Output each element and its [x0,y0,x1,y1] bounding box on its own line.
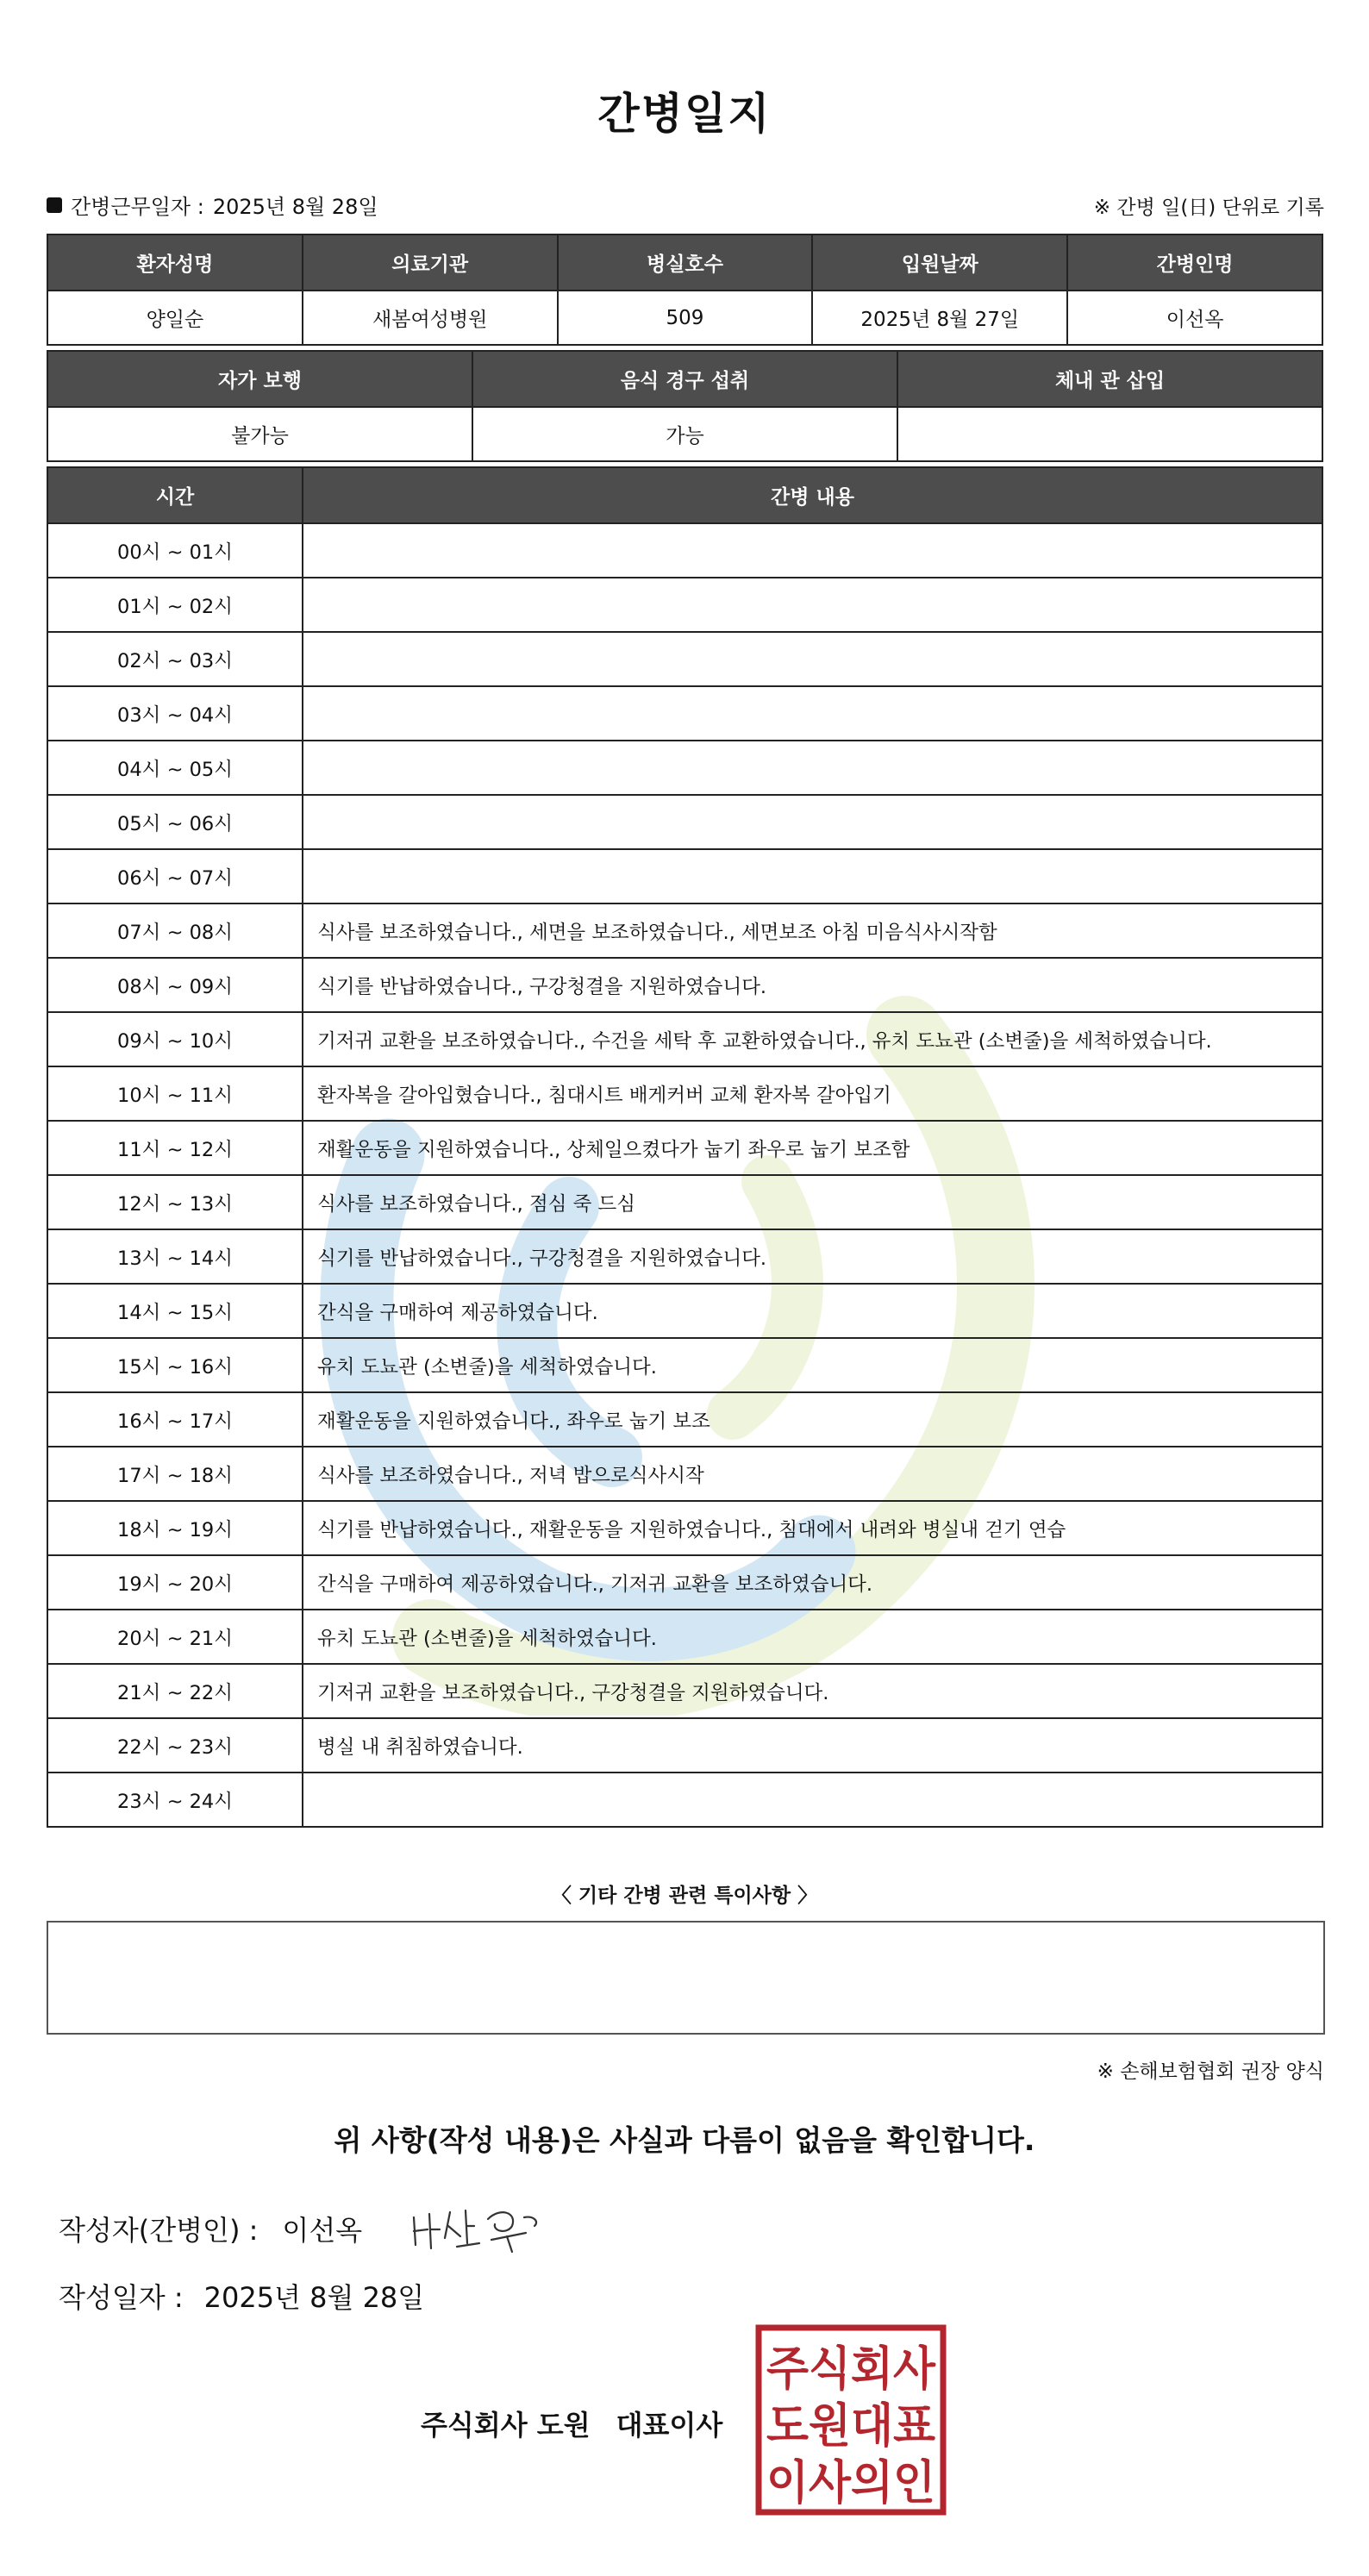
unit-note: ※ 간병 일(日) 단위로 기록 [1093,197,1324,219]
row-time: 09시 ~ 10시 [47,1012,303,1066]
header-oral-intake: 음식 경구 섭취 [472,351,897,407]
row-content: 식기를 반납하였습니다., 구강청결을 지원하였습니다. [303,1229,1322,1284]
row-time: 07시 ~ 08시 [47,903,303,958]
square-bullet-icon [47,197,62,213]
page-title: 간병일지 [597,89,772,139]
table-row [47,741,1322,795]
row-time: 18시 ~ 19시 [47,1501,303,1555]
table-row [47,1284,1322,1338]
table-row [47,1121,1322,1175]
header-time: 시간 [47,467,303,523]
work-date-value: 2025년 8월 28일 [212,195,378,219]
writer-name: 이선옥 [282,2214,363,2247]
oral-intake-value: 가능 [472,407,897,461]
row-time: 23시 ~ 24시 [47,1773,303,1827]
company-name: 주식회사 도원 [421,2409,591,2442]
writer-line [59,2209,362,2248]
row-time: 00시 ~ 01시 [47,523,303,578]
row-content [303,523,1322,578]
table-row [47,903,1322,958]
row-content: 식사를 보조하였습니다., 저녁 밥으로식사시작 [303,1447,1322,1501]
row-content: 식기를 반납하였습니다., 재활운동을 지원하였습니다., 침대에서 내려와 병실내 걷기 연습 [303,1501,1322,1555]
header-walking: 자가 보행 [47,351,472,407]
work-date [47,190,378,220]
written-date-value: 2025년 8월 28일 [203,2281,425,2314]
table-row [47,686,1322,741]
table-row [47,1012,1322,1066]
table-row [47,1175,1322,1229]
table-row [47,1610,1322,1664]
company-seal-stamp [753,2323,948,2517]
row-time: 05시 ~ 06시 [47,795,303,849]
row-content: 식기를 반납하였습니다., 구강청결을 지원하였습니다. [303,958,1322,1012]
row-time: 04시 ~ 05시 [47,741,303,795]
table-row [47,1066,1322,1121]
table-row [47,523,1322,578]
row-content: 식사를 보조하였습니다., 세면을 보조하였습니다., 세면보조 아침 미음식사시작함 [303,903,1322,958]
header-caregiver: 간병인명 [1067,234,1322,291]
row-time: 11시 ~ 12시 [47,1121,303,1175]
work-date-label: 간병근무일자 : [71,195,204,219]
row-content: 재활운동을 지원하였습니다., 좌우로 눕기 보조 [303,1392,1322,1447]
header-tube: 체내 관 삽입 [897,351,1322,407]
row-content: 유치 도뇨관 (소변줄)을 세척하였습니다. [303,1338,1322,1392]
table-row [47,958,1322,1012]
seal-line-3: 이사의인 [766,2455,935,2510]
row-time: 16시 ~ 17시 [47,1392,303,1447]
seal-line-1: 주식회사 [766,2342,936,2396]
row-time: 15시 ~ 16시 [47,1338,303,1392]
row-content [303,741,1322,795]
tube-value [897,407,1322,461]
row-time: 22시 ~ 23시 [47,1718,303,1773]
room-number: 509 [558,291,813,345]
table-row [47,578,1322,632]
row-content [303,1773,1322,1827]
admission-date: 2025년 8월 27일 [812,291,1067,345]
table-row [47,1392,1322,1447]
row-time: 13시 ~ 14시 [47,1229,303,1284]
row-content: 기저귀 교환을 보조하였습니다., 구강청결을 지원하였습니다. [303,1664,1322,1718]
table-row [47,795,1322,849]
row-content: 병실 내 취침하였습니다. [303,1718,1322,1773]
form-source-note: ※ 손해보험협회 권장 양식 [1097,2060,1324,2083]
row-content [303,578,1322,632]
row-content [303,632,1322,686]
seal-line-2: 도원대표 [766,2398,935,2453]
row-time: 12시 ~ 13시 [47,1175,303,1229]
row-content [303,849,1322,903]
care-log-table [47,466,1323,1828]
table-row [47,1555,1322,1610]
row-time: 03시 ~ 04시 [47,686,303,741]
table-row [47,1664,1322,1718]
header-room: 병실호수 [558,234,813,291]
header-patient-name: 환자성명 [47,234,303,291]
patient-status-table [47,350,1323,462]
row-content: 간식을 구매하여 제공하였습니다., 기저귀 교환을 보조하였습니다. [303,1555,1322,1610]
hospital-name: 새봄여성병원 [303,291,558,345]
row-time: 01시 ~ 02시 [47,578,303,632]
caregiver-name: 이선옥 [1067,291,1322,345]
table-row [47,632,1322,686]
row-time: 19시 ~ 20시 [47,1555,303,1610]
row-time: 06시 ~ 07시 [47,849,303,903]
writer-label: 작성자(간병인) : [59,2214,259,2247]
header-admission-date: 입원날짜 [812,234,1067,291]
row-time: 08시 ~ 09시 [47,958,303,1012]
table-row [47,1773,1322,1827]
handwritten-signature [405,2200,552,2260]
header-care-content: 간병 내용 [303,467,1322,523]
notes-box [47,1921,1325,2035]
row-content [303,686,1322,741]
table-row [47,1718,1322,1773]
representative-title: 대표이사 [616,2409,723,2442]
row-content [303,795,1322,849]
table-row [47,1447,1322,1501]
table-row [47,849,1322,903]
row-time: 17시 ~ 18시 [47,1447,303,1501]
written-date-label: 작성일자 : [59,2281,184,2314]
care-log-rows [47,523,1322,1827]
row-content: 재활운동을 지원하였습니다., 상체일으켰다가 눕기 좌우로 눕기 보조함 [303,1121,1322,1175]
row-time: 14시 ~ 15시 [47,1284,303,1338]
notes-title: 〈 기타 간병 관련 특이사항 〉 [551,1885,818,1907]
table-row [47,1501,1322,1555]
row-content: 유치 도뇨관 (소변줄)을 세척하였습니다. [303,1610,1322,1664]
company-line [421,2404,722,2443]
patient-info-table [47,234,1323,346]
header-hospital: 의료기관 [303,234,558,291]
written-date-line [59,2276,424,2316]
row-content: 기저귀 교환을 보조하였습니다., 수건을 세탁 후 교환하였습니다., 유치 도뇨관 (소변줄)을 세척하였습니다. [303,1012,1322,1066]
walking-value: 불가능 [47,407,472,461]
table-row [47,1229,1322,1284]
row-time: 10시 ~ 11시 [47,1066,303,1121]
patient-name: 양일순 [47,291,303,345]
confirmation-statement: 위 사항(작성 내용)은 사실과 다름이 없음을 확인합니다. [334,2123,1035,2157]
row-time: 20시 ~ 21시 [47,1610,303,1664]
row-content: 환자복을 갈아입혔습니다., 침대시트 배게커버 교체 환자복 갈아입기 [303,1066,1322,1121]
row-time: 21시 ~ 22시 [47,1664,303,1718]
row-content: 간식을 구매하여 제공하였습니다. [303,1284,1322,1338]
table-row [47,1338,1322,1392]
row-time: 02시 ~ 03시 [47,632,303,686]
row-content: 식사를 보조하였습니다., 점심 죽 드심 [303,1175,1322,1229]
